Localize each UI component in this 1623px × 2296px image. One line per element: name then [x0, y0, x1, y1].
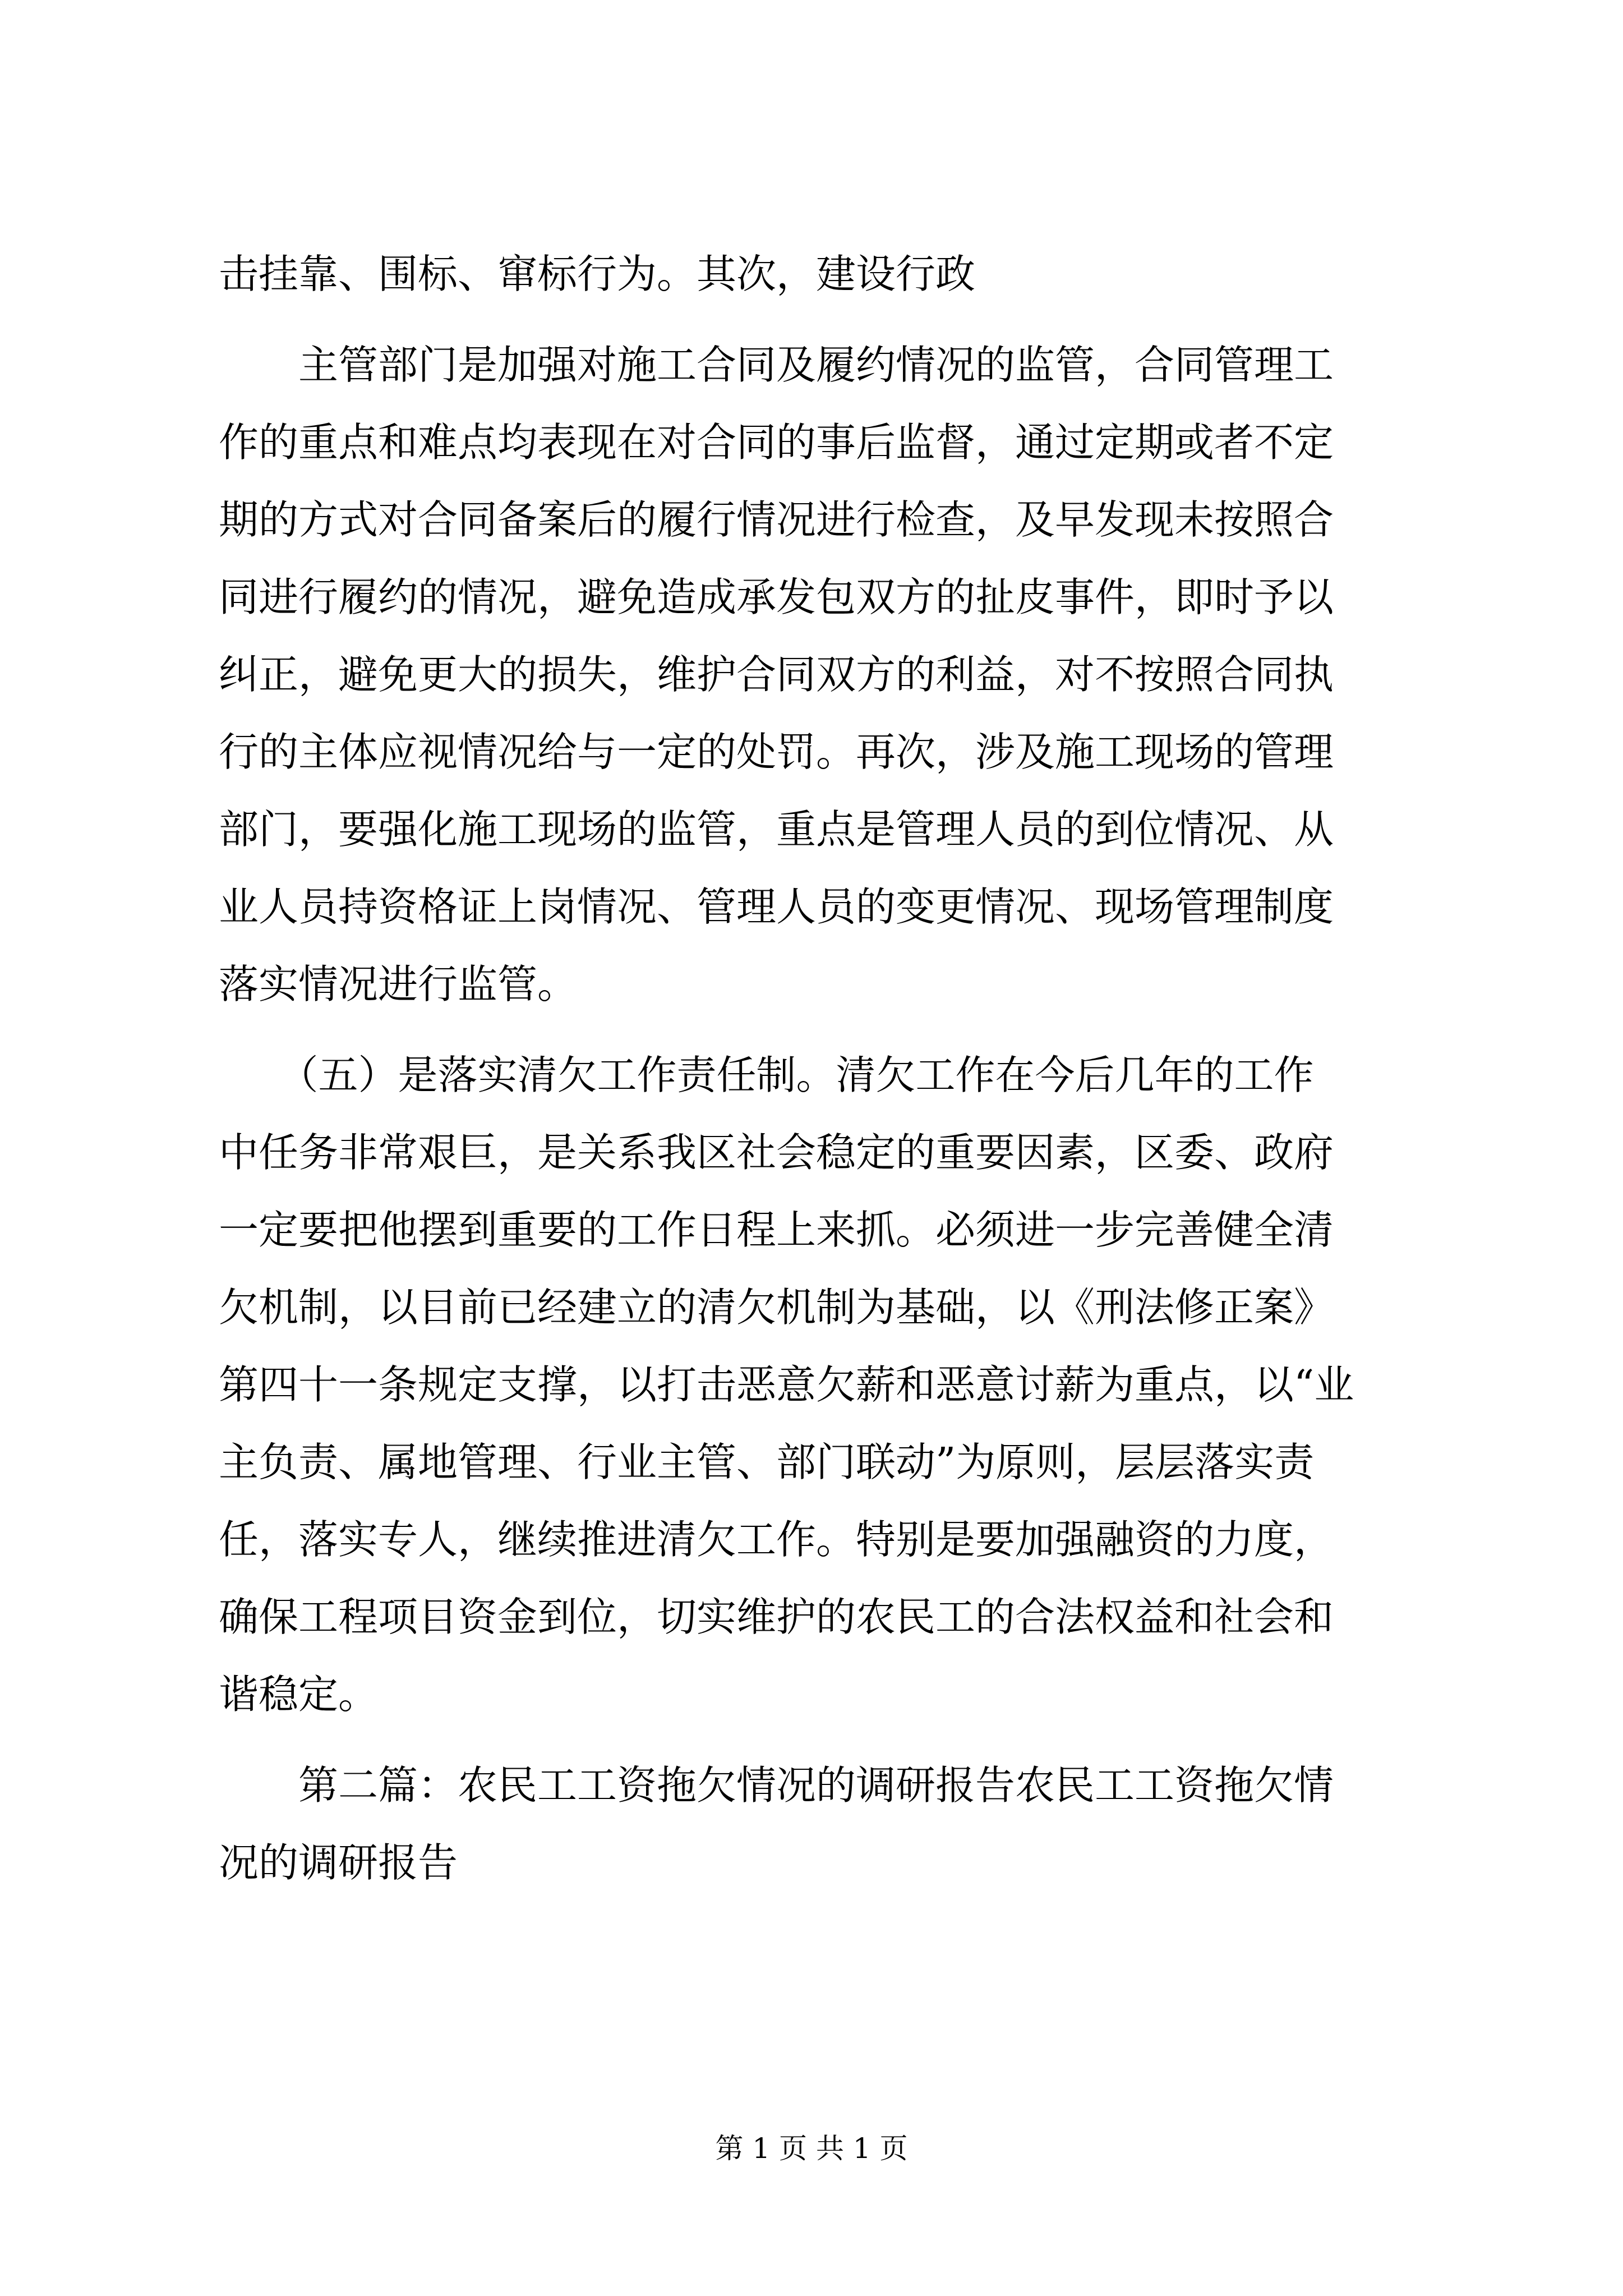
page-footer: 第 1 页 共 1 页	[715, 2132, 908, 2165]
text-line-16: 主负责、属地管理、行业主管、部门联动”为原则，层层落实责	[219, 1439, 1315, 1485]
text-line-6: 纠正，避免更大的损失，维护合同双方的利益，对不按照合同执	[219, 651, 1334, 698]
text-line-20: 第二篇：农民工工资拖欠情况的调研报告农民工工资拖欠情	[219, 1762, 1334, 1809]
text-line-1: 击挂靠、围标、窜标行为。其次，建设行政	[219, 251, 976, 297]
text-line-8: 部门，要强化施工现场的监管，重点是管理人员的到位情况、从	[219, 806, 1334, 853]
text-line-2: 主管部门是加强对施工合同及履约情况的监管，合同管理工	[219, 342, 1334, 388]
text-line-13: 一定要把他摆到重要的工作日程上来抓。必须进一步完善健全清	[219, 1207, 1334, 1253]
text-line-9: 业人员持资格证上岗情况、管理人员的变更情况、现场管理制度	[219, 884, 1334, 930]
text-line-7: 行的主体应视情况给与一定的处罚。再次，涉及施工现场的管理	[219, 729, 1334, 775]
document-body	[219, 236, 1430, 1902]
text-line-18: 确保工程项目资金到位，切实维护的农民工的合法权益和社会和	[219, 1594, 1334, 1640]
text-line-11: （五）是落实清欠工作责任制。清欠工作在今后几年的工作	[219, 1052, 1314, 1098]
text-line-21: 况的调研报告	[219, 1839, 458, 1886]
text-line-4: 期的方式对合同备案后的履行情况进行检查，及早发现未按照合	[219, 496, 1334, 543]
text-line-10: 落实情况进行监管。	[219, 961, 578, 1007]
text-line-19: 谐稳定。	[219, 1671, 379, 1718]
text-line-14: 欠机制，以目前已经建立的清欠机制为基础，以《刑法修正案》	[219, 1284, 1334, 1331]
text-line-17: 任，落实专人，继续推进清欠工作。特别是要加强融资的力度，	[219, 1516, 1334, 1563]
text-line-15: 第四十一条规定支撑，以打击恶意欠薪和恶意讨薪为重点，以“业	[219, 1361, 1354, 1408]
text-line-5: 同进行履约的情况，避免造成承发包双方的扯皮事件，即时予以	[219, 574, 1334, 620]
text-line-3: 作的重点和难点均表现在对合同的事后监督，通过定期或者不定	[219, 419, 1334, 466]
text-line-12: 中任务非常艰巨，是关系我区社会稳定的重要因素，区委、政府	[219, 1129, 1334, 1176]
